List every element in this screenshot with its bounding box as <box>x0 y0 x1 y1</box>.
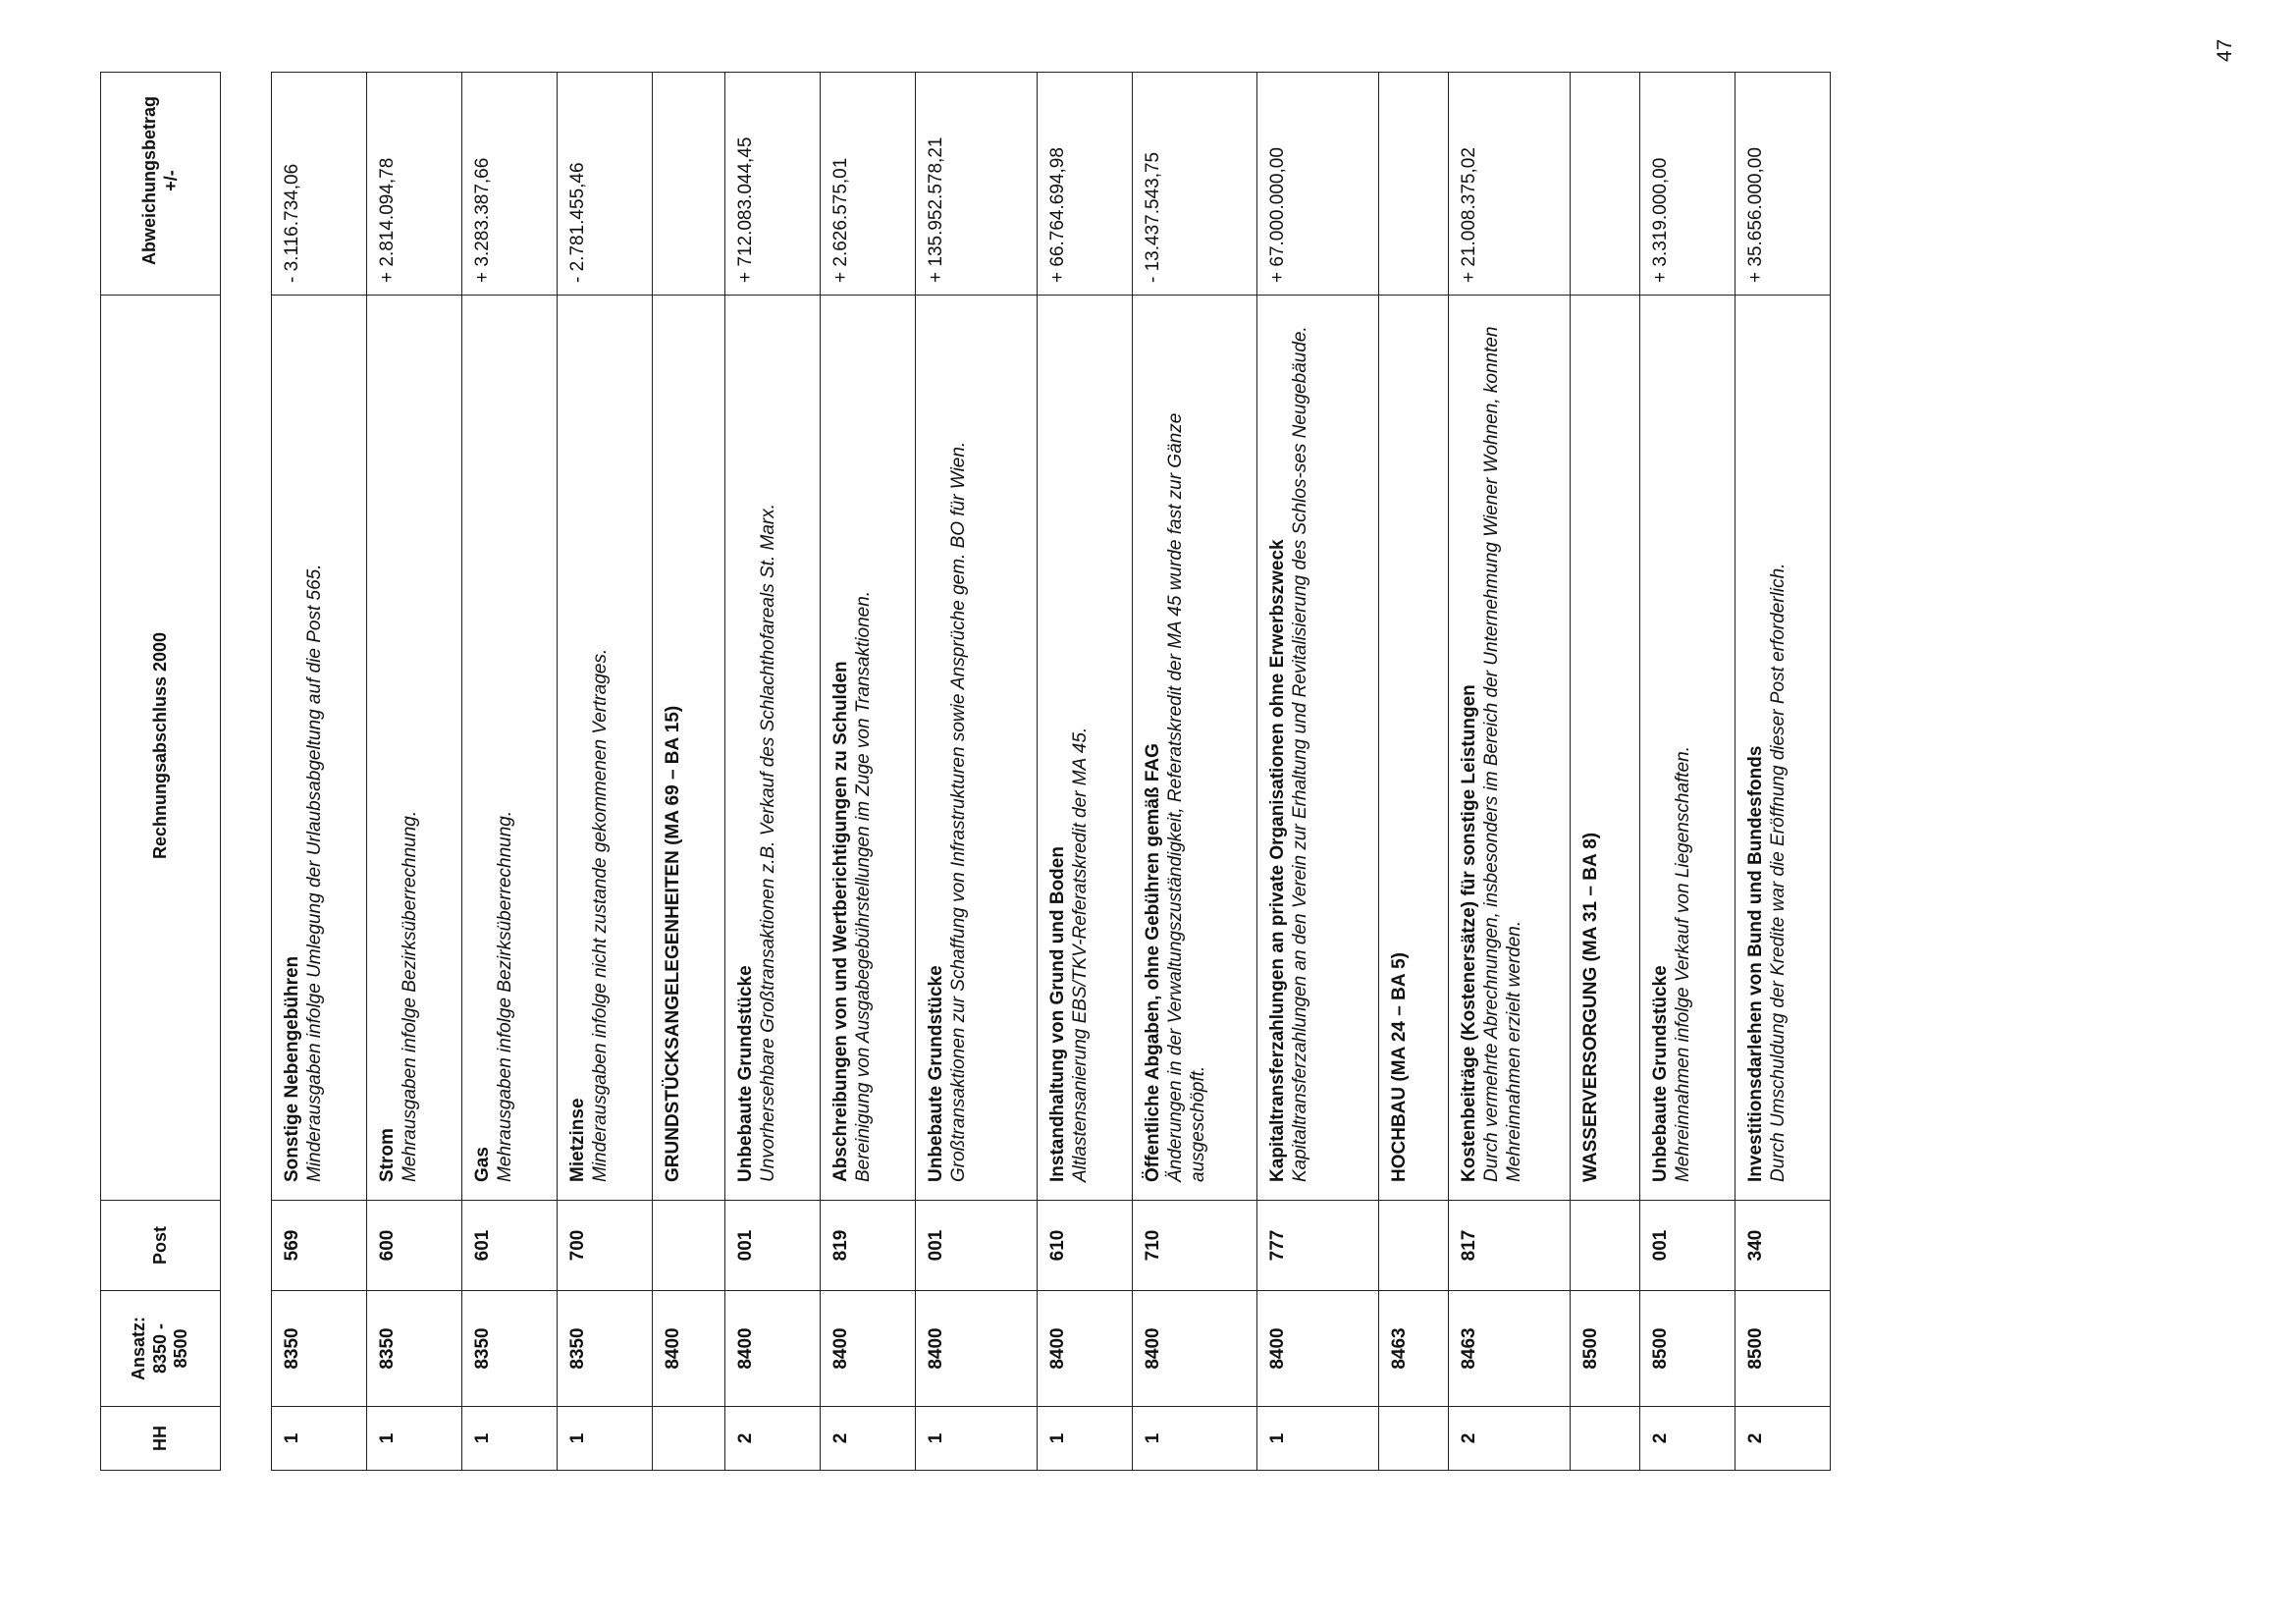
cell-post <box>1571 1201 1640 1291</box>
cell-ansatz: 8500 <box>1735 1291 1831 1407</box>
table-row <box>462 73 558 1471</box>
section-heading: GRUNDSTÜCKSANGELEGENHEITEN (MA 69 – BA 15) <box>663 705 683 1182</box>
table-row <box>1449 73 1571 1471</box>
item-title: Unbebaute Grundstücke <box>926 965 946 1182</box>
cell-post: 001 <box>725 1201 821 1291</box>
cell-ansatz: 8350 <box>558 1291 653 1407</box>
cell-amount: + 135.952.578,21 <box>916 73 1038 296</box>
item-title: Sonstige Nebengebühren <box>282 955 302 1182</box>
cell-amount: + 3.283.387,66 <box>462 73 558 296</box>
cell-hh <box>1379 1407 1449 1471</box>
header-amount-line2: +/- <box>160 170 181 191</box>
cell-amount: + 35.656.000,00 <box>1735 73 1831 296</box>
cell-amount: - 2.781.455,46 <box>558 73 653 296</box>
item-description: Bereinigung von Ausgabegebührstellungen im Zuge von Transaktionen. <box>852 590 874 1182</box>
header-amount <box>101 73 221 296</box>
item-title: Kostenbeiträge (Kostenersätze) für sonstige Leistungen <box>1459 684 1479 1182</box>
cell-post: 600 <box>367 1201 462 1291</box>
item-description: Mehrausgaben infolge Bezirksüberrechnung. <box>494 810 515 1182</box>
item-title: Unbebaute Grundstücke <box>735 965 756 1182</box>
cell-description <box>1038 296 1133 1201</box>
item-description: Änderungen in der Verwaltungszuständigkeit, Referatskredit der MA 45 wurde fast zur Gänze ausgeschöpft. <box>1164 412 1208 1182</box>
cell-ansatz: 8400 <box>725 1291 821 1407</box>
cell-ansatz: 8500 <box>1571 1291 1640 1407</box>
cell-hh: 2 <box>1735 1407 1831 1471</box>
item-title: Kapitaltransferzahlungen an private Organisationen ohne Erwerbszweck <box>1267 539 1288 1182</box>
header-ansatz-line3: 8500 <box>171 1328 191 1369</box>
table-row <box>1640 73 1735 1471</box>
table-row <box>821 73 916 1471</box>
cell-post: 710 <box>1133 1201 1257 1291</box>
item-title: Instandhaltung von Grund und Boden <box>1047 846 1068 1182</box>
header-amount-line1: Abweichungsbetrag <box>138 95 159 266</box>
cell-hh: 1 <box>916 1407 1038 1471</box>
table-row <box>1133 73 1257 1471</box>
cell-amount: + 2.814.094,78 <box>367 73 462 296</box>
item-title: Abschreibungen von und Wertberichtigungen zu Schulden <box>830 661 851 1182</box>
cell-hh: 2 <box>1640 1407 1735 1471</box>
cell-amount: + 66.764.694,98 <box>1038 73 1133 296</box>
column-header-table <box>100 72 221 1471</box>
cell-post: 340 <box>1735 1201 1831 1291</box>
cell-amount <box>653 73 725 296</box>
table-row <box>1571 73 1640 1471</box>
cell-description <box>653 296 725 1201</box>
cell-post: 601 <box>462 1201 558 1291</box>
header-text: Rechnungsabschluss 2000 <box>101 296 221 1201</box>
item-description: Unvorhersehbare Großtransaktionen z.B. Verkauf des Schlachthofareals St. Marx. <box>757 503 778 1182</box>
item-description: Minderausgaben infolge nicht zustande gekommenen Vertrages. <box>589 648 611 1182</box>
table-row <box>653 73 725 1471</box>
item-title: Strom <box>377 1128 398 1182</box>
table-row <box>1735 73 1831 1471</box>
cell-description <box>462 296 558 1201</box>
cell-description <box>1133 296 1257 1201</box>
cell-hh: 1 <box>1133 1407 1257 1471</box>
header-ansatz <box>101 1291 221 1407</box>
cell-hh <box>653 1407 725 1471</box>
cell-post: 001 <box>1640 1201 1735 1291</box>
item-description: Mehrausgaben infolge Bezirksüberrechnung. <box>399 810 420 1182</box>
cell-post: 777 <box>1257 1201 1379 1291</box>
page-number: 47 <box>2214 38 2236 62</box>
cell-hh: 1 <box>558 1407 653 1471</box>
cell-description <box>558 296 653 1201</box>
cell-description <box>821 296 916 1201</box>
cell-description <box>916 296 1038 1201</box>
item-description: Großtransaktionen zur Schaffung von Infrastrukturen sowie Ansprüche gem. BO für Wien. <box>947 441 969 1182</box>
header-ansatz-line2: 8350 - <box>149 1322 170 1375</box>
cell-post: 819 <box>821 1201 916 1291</box>
cell-ansatz: 8500 <box>1640 1291 1735 1407</box>
cell-ansatz: 8400 <box>1133 1291 1257 1407</box>
section-heading: HOCHBAU (MA 24 – BA 5) <box>1389 951 1410 1182</box>
item-title: Unbebaute Grundstücke <box>1650 965 1671 1182</box>
table-row <box>367 73 462 1471</box>
budget-table-body <box>272 73 1831 1471</box>
cell-hh: 2 <box>725 1407 821 1471</box>
table-row <box>916 73 1038 1471</box>
cell-ansatz: 8350 <box>272 1291 367 1407</box>
cell-amount: + 712.083.044,45 <box>725 73 821 296</box>
cell-post: 001 <box>916 1201 1038 1291</box>
table-row <box>1257 73 1379 1471</box>
item-description: Durch vermehrte Abrechnungen, insbesonders im Bereich der Unternehmung Wiener Wohnen, konnten Mehreinnahmen erzielt werden. <box>1480 326 1524 1182</box>
cell-ansatz: 8400 <box>1257 1291 1379 1407</box>
table-row <box>1379 73 1449 1471</box>
cell-ansatz: 8350 <box>367 1291 462 1407</box>
item-title: Öffentliche Abgaben, ohne Gebühren gemäß FAG <box>1143 743 1163 1182</box>
cell-ansatz: 8400 <box>653 1291 725 1407</box>
cell-description <box>367 296 462 1201</box>
cell-post <box>653 1201 725 1291</box>
cell-description <box>1571 296 1640 1201</box>
table-row <box>725 73 821 1471</box>
cell-description <box>1449 296 1571 1201</box>
table-row <box>272 73 367 1471</box>
cell-ansatz: 8400 <box>916 1291 1038 1407</box>
cell-description <box>272 296 367 1201</box>
cell-hh: 1 <box>1038 1407 1133 1471</box>
item-description: Kapitaltransferzahlungen an den Verein zur Erhaltung und Revitalisierung des Schlos-ses Neugebäude. <box>1289 326 1310 1182</box>
table-row <box>558 73 653 1471</box>
cell-hh: 2 <box>1449 1407 1571 1471</box>
item-description: Durch Umschuldung der Kredite war die Eröffnung dieser Post erforderlich. <box>1767 563 1789 1182</box>
item-title: Mietzinse <box>567 1098 588 1182</box>
cell-amount: - 13.437.543,75 <box>1133 73 1257 296</box>
cell-description <box>1257 296 1379 1201</box>
cell-hh <box>1571 1407 1640 1471</box>
cell-hh: 1 <box>462 1407 558 1471</box>
cell-amount: + 3.319.000,00 <box>1640 73 1735 296</box>
cell-ansatz: 8463 <box>1449 1291 1571 1407</box>
cell-ansatz: 8400 <box>821 1291 916 1407</box>
cell-amount <box>1379 73 1449 296</box>
cell-description <box>725 296 821 1201</box>
item-description: Minderausgaben infolge Umlegung der Urlaubsabgeltung auf die Post 565. <box>303 564 325 1182</box>
header-hh: HH <box>101 1407 221 1471</box>
cell-ansatz: 8350 <box>462 1291 558 1407</box>
item-description: Mehreinnahmen infolge Verkauf von Liegenschaften. <box>1672 746 1693 1182</box>
cell-amount <box>1571 73 1640 296</box>
table-row <box>1038 73 1133 1471</box>
cell-amount: - 3.116.734,06 <box>272 73 367 296</box>
item-description: Altlastensanierung EBS/TKV-Referatskredit der MA 45. <box>1069 727 1091 1182</box>
cell-hh: 1 <box>1257 1407 1379 1471</box>
header-post: Post <box>101 1201 221 1291</box>
cell-amount: + 2.626.575,01 <box>821 73 916 296</box>
cell-post: 610 <box>1038 1201 1133 1291</box>
cell-post: 817 <box>1449 1201 1571 1291</box>
cell-description <box>1735 296 1831 1201</box>
cell-post: 700 <box>558 1201 653 1291</box>
item-title: Investitionsdarlehen von Bund und Bundesfonds <box>1745 745 1766 1182</box>
cell-post <box>1379 1201 1449 1291</box>
cell-post: 569 <box>272 1201 367 1291</box>
cell-hh: 2 <box>821 1407 916 1471</box>
cell-amount: + 21.008.375,02 <box>1449 73 1571 296</box>
cell-hh: 1 <box>272 1407 367 1471</box>
cell-hh: 1 <box>367 1407 462 1471</box>
cell-ansatz: 8463 <box>1379 1291 1449 1407</box>
item-title: Gas <box>472 1147 493 1182</box>
cell-description <box>1379 296 1449 1201</box>
cell-ansatz: 8400 <box>1038 1291 1133 1407</box>
section-heading: WASSERVERSORGUNG (MA 31 – BA 8) <box>1580 832 1601 1182</box>
header-ansatz-line1: Ansatz: <box>129 1317 149 1381</box>
budget-table <box>271 72 1831 1471</box>
cell-description <box>1640 296 1735 1201</box>
cell-amount: + 67.000.000,00 <box>1257 73 1379 296</box>
